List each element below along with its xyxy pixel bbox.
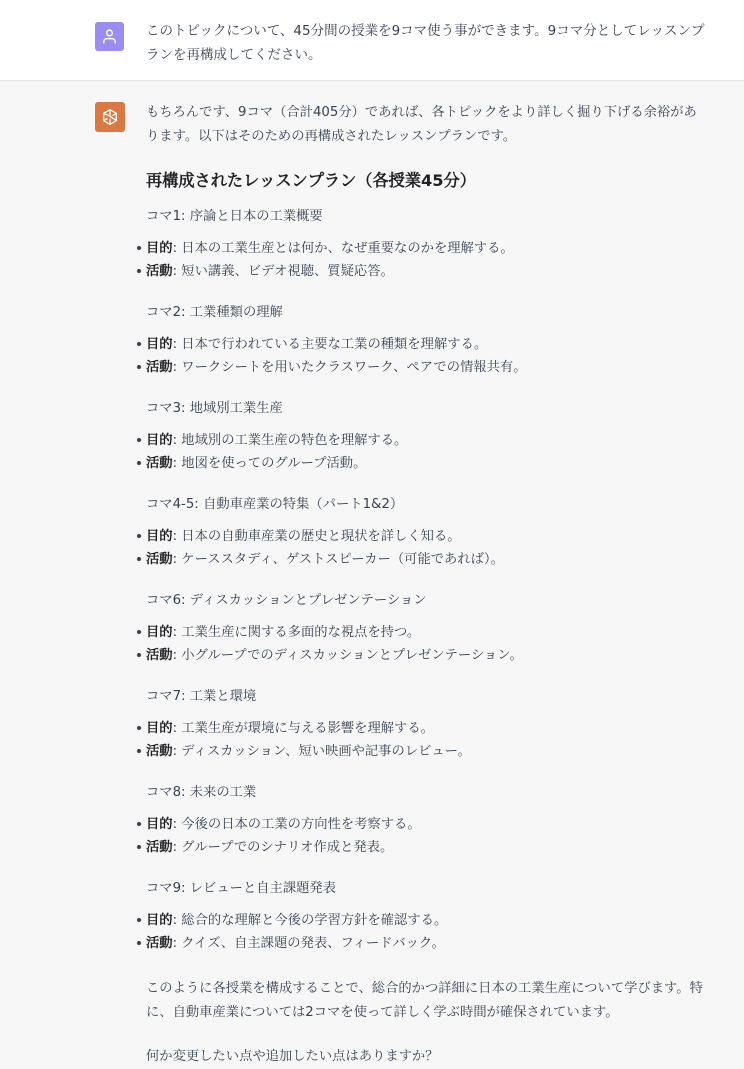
session-goal: [146, 237, 706, 260]
assistant-message-row: [0, 81, 744, 1064]
bullet-icon: [137, 438, 141, 442]
session-points: [146, 909, 706, 955]
session-activity-text: : 短い講義、ビデオ視聴、質疑応答。: [172, 264, 394, 279]
bullet-icon: [137, 941, 141, 945]
session-activity-text: : ケーススタディ、ゲストスピーカー（可能であれば）。: [172, 552, 504, 567]
session-goal: [146, 525, 706, 548]
lesson-plan-heading: 再構成されたレッスンプラン（各授業45分）: [146, 171, 476, 190]
session-title: コマ2: 工業種類の理解: [146, 305, 283, 320]
session-activity-text: : 地図を使ってのグループ活動。: [172, 456, 367, 471]
session-goal-label: 目的: [146, 721, 173, 736]
session-activity-text: : クイズ、自主課題の発表、フィードバック。: [172, 936, 445, 951]
bullet-icon: [137, 342, 141, 346]
session-points: [146, 237, 706, 283]
session-goal: [146, 621, 706, 644]
session-goal-label: 目的: [146, 625, 173, 640]
session-activity-text: : 小グループでのディスカッションとプレゼンテーション。: [172, 648, 523, 663]
session-activity-label: 活動: [146, 744, 173, 759]
session-goal: [146, 813, 706, 836]
user-avatar: [95, 22, 124, 51]
session-goal-text: : 日本の工業生産とは何か、なぜ重要なのかを理解する。: [172, 241, 514, 256]
user-icon: [101, 28, 118, 45]
session-goal-text: : 総合的な理解と今後の学習方針を確認する。: [172, 913, 448, 928]
assistant-message-content: [146, 101, 706, 1069]
session-activity: [146, 548, 706, 571]
session-activity: [146, 932, 706, 955]
session-goal: [146, 429, 706, 452]
session-activity-label: 活動: [146, 552, 173, 567]
intro-paragraph: もちろんです、9コマ（合計405分）であれば、各トピックをより詳しく掘り下げる余裕があります。以下はそのための再構成されたレッスンプランです。: [146, 105, 697, 144]
session-title: コマ9: レビューと自主課題発表: [146, 881, 337, 896]
bullet-icon: [137, 269, 141, 273]
session-activity-label: 活動: [146, 456, 173, 471]
session-activity: [146, 644, 706, 667]
session-goal-text: : 地域別の工業生産の特色を理解する。: [172, 433, 408, 448]
bullet-icon: [137, 246, 141, 250]
session-goal-label: 目的: [146, 529, 173, 544]
session-goal-text: : 日本で行われている主要な工業の種類を理解する。: [172, 337, 488, 352]
bullet-icon: [137, 822, 141, 826]
bullet-icon: [137, 726, 141, 730]
bullet-icon: [137, 534, 141, 538]
follow-up-question: 何か変更したい点や追加したい点はありますか？: [146, 1049, 439, 1064]
session-list: [146, 205, 706, 955]
session-activity-label: 活動: [146, 360, 173, 375]
bullet-icon: [137, 630, 141, 634]
session-activity: [146, 356, 706, 379]
session-activity: [146, 740, 706, 763]
session-activity: [146, 452, 706, 475]
session-activity-label: 活動: [146, 840, 173, 855]
session-title: コマ1: 序論と日本の工業概要: [146, 209, 323, 224]
session-goal-text: : 工業生産に関する多面的な視点を持つ。: [172, 625, 421, 640]
session-goal-text: : 日本の自動車産業の歴史と現状を詳しく知る。: [172, 529, 461, 544]
session-points: [146, 333, 706, 379]
bullet-icon: [137, 749, 141, 753]
session-title: コマ6: ディスカッションとプレゼンテーション: [146, 593, 427, 608]
session-goal-label: 目的: [146, 433, 173, 448]
openai-logo-icon: [100, 107, 120, 127]
session-goal-label: 目的: [146, 913, 173, 928]
user-message-row: [0, 0, 744, 81]
session-activity-label: 活動: [146, 648, 173, 663]
session-title: コマ4-5: 自動車産業の特集（パート1&2）: [146, 497, 404, 512]
user-message-text: このトピックについて、45分間の授業を9コマ使う事ができます。9コマ分としてレッスンプランを再構成してください。: [146, 23, 705, 63]
session-points: [146, 525, 706, 571]
session-activity-text: : グループでのシナリオ作成と発表。: [172, 840, 394, 855]
session-goal: [146, 717, 706, 740]
session-goal-label: 目的: [146, 337, 173, 352]
session-title: コマ8: 未来の工業: [146, 785, 257, 800]
session-goal-text: : 今後の日本の工業の方向性を考察する。: [172, 817, 421, 832]
session-goal: [146, 909, 706, 932]
bullet-icon: [137, 461, 141, 465]
session-activity-text: : ディスカッション、短い映画や記事のレビュー。: [172, 744, 471, 759]
closing-paragraph: このように各授業を構成することで、総合的かつ詳細に日本の工業生産について学びます。特に、自動車産業については2コマを使って詳しく学ぶ時間が確保されています。: [146, 981, 703, 1020]
session-title: コマ3: 地域別工業生産: [146, 401, 283, 416]
session-activity-label: 活動: [146, 264, 173, 279]
session-goal-label: 目的: [146, 817, 173, 832]
session-activity: [146, 260, 706, 283]
bullet-icon: [137, 918, 141, 922]
session-goal-text: : 工業生産が環境に与える影響を理解する。: [172, 721, 434, 736]
session-points: [146, 717, 706, 763]
session-activity-label: 活動: [146, 936, 173, 951]
session-points: [146, 621, 706, 667]
session-points: [146, 429, 706, 475]
session-goal-label: 目的: [146, 241, 173, 256]
bullet-icon: [137, 653, 141, 657]
session-activity-text: : ワークシートを用いたクラスワーク、ペアでの情報共有。: [172, 360, 527, 375]
session-activity: [146, 836, 706, 859]
assistant-avatar: [95, 102, 125, 132]
bullet-icon: [137, 845, 141, 849]
bullet-icon: [137, 365, 141, 369]
bullet-icon: [137, 557, 141, 561]
session-title: コマ7: 工業と環境: [146, 689, 257, 704]
session-goal: [146, 333, 706, 356]
session-points: [146, 813, 706, 859]
